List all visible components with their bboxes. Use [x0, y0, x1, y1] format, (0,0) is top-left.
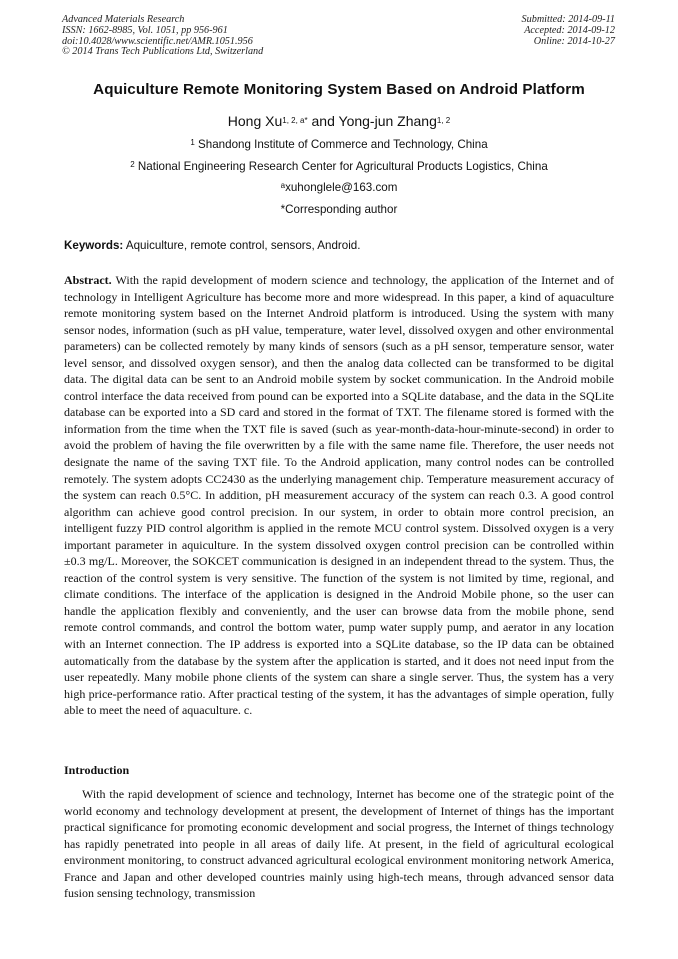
- journal-header-right: [522, 15, 615, 47]
- paper-title: Aquiculture Remote Monitoring System Based on Android Platform: [93, 81, 585, 98]
- abstract-text: With the rapid development of modern science and technology, the application of the Internet and of technology in Intelligent Agriculture has become more and more widespread. In this paper, a kind of aquaculture remote monitoring system based on the Internet Android platform is introduced. Using the system with many sensor nodes, information (such as pH value, temperature, water level, dissolved oxygen and other environmental parameters) can be collected remotely by many kinds of sensors (such as a pH sensor, temperature sensor, water level sensor, and dissolved oxygen sensor), and then the analog data collected can be transformed to be digital data. The digital data can be sent to an Android mobile system by socket communication. In the Android mobile control interface the data received from pound can be exported into a SQLite database, and the data in the SQLite database can be exported into a SD card and stored in the format of TXT. The filename stored is formed with the information from the time when the TXT file is saved (such as year-month-data-hour-minute-second) in order to avoid the problem of having the file overwritten by a file with the same name file. Therefore, the user needs not designate the name of the saving TXT file. To the Android application, many control nodes can be controlled remotely. The system adopts CC2430 as the underlying management chip. Temperature measurement accuracy of the system can reach 0.5°C. In addition, pH measurement accuracy of the system can reach 0.3. A good control algorithm can achieve good control precision. In our system, in order to obtain more control precision, an intelligent fuzzy PID control algorithm is applied in the remote MCU control system. Dissolved oxygen is a very important parameter in aquiculture. In the system dissolved oxygen control precision can be controlled within ±0.3 mg/L. Moreover, the SOKCET communication is designed in an independent thread to the system. Thus, the reaction of the control system is very sensitive. The function of the system is not limited by time, regional, and climate conditions. The interface of the application is designed in the Android Mobile phone, so the user can handle the application flexibly and conveniently, and the user can browse data from the mobile phone, send remote control commands, and control the bottom water, pump water supply pump, and aerator in any location with an Internet connection. The IP address is exported into a SQLite database, so the IP data can be obtained automatically from the database by the system after the application is started, and it does not need input from the user repeatedly. Many mobile phone clients of the system can share a single server. Thus, the system has a very high price-performance ratio. After practical testing of the system, it has the advantages of simple operation, fully able to meet the need of aquaculture. c.: [64, 273, 614, 718]
- email-line: [40, 181, 638, 194]
- keywords-line: [64, 239, 360, 252]
- affiliation-2: [40, 160, 638, 173]
- affiliation-2-text: National Engineering Research Center for Agricultural Products Logistics, China: [137, 160, 548, 173]
- affiliation-1-marker: 1: [190, 138, 195, 147]
- keywords-label: Keywords:: [64, 239, 124, 252]
- copyright-line: © 2014 Trans Tech Publications Ltd, Switzerland: [62, 46, 264, 58]
- abstract-label: Abstract.: [64, 273, 112, 287]
- affiliation-1-text: Shandong Institute of Commerce and Technology, China: [198, 138, 488, 151]
- journal-name: Advanced Materials Research: [62, 14, 185, 25]
- affiliation-1: [40, 138, 638, 151]
- submitted-date: Submitted: 2014-09-11: [521, 14, 615, 25]
- online-date: Online: 2014-10-27: [533, 35, 615, 47]
- doi-line: doi:10.4028/www.scientific.net/AMR.1051.956: [62, 35, 253, 47]
- author-2: Yong-jun Zhang: [338, 113, 437, 129]
- affiliation-2-marker: 2: [130, 160, 135, 169]
- email-address: xuhonglele@163.com: [285, 181, 398, 194]
- author-2-affiliation: 1, 2: [436, 116, 451, 125]
- abstract-paragraph: [64, 272, 614, 719]
- journal-header-left: [62, 15, 263, 58]
- introduction-paragraph: With the rapid development of science and technology, Internet has become one of the strategic point of the world economy and technology development at present, the development of Internet of things has the important practical significance for promoting economic development and social progress, the Internet of things technology has rapidly penetrated into people in all areas of daily life. At present, in the field of agricultural ecological environment monitoring, to construct advanced agricultural ecological environment monitoring network America, France and Japan and other developed countries mainly using high-tech means, through advanced sensor data fusion sensing technology, transmission: [64, 787, 614, 901]
- author-1-affiliation: 1, 2, a*: [282, 116, 308, 125]
- author-conjunction: and: [311, 113, 335, 129]
- corresponding-author-note: *Corresponding author: [280, 203, 398, 216]
- accepted-date: Accepted: 2014-09-12: [524, 24, 615, 36]
- keywords-text: Aquiculture, remote control, sensors, Android.: [125, 239, 361, 252]
- author-line: [40, 113, 638, 129]
- issn-line: ISSN: 1662-8985, Vol. 1051, pp 956-961: [62, 24, 228, 36]
- section-heading-introduction: Introduction: [64, 763, 130, 777]
- author-1: Hong Xu: [227, 113, 283, 129]
- email-marker: a: [280, 181, 286, 190]
